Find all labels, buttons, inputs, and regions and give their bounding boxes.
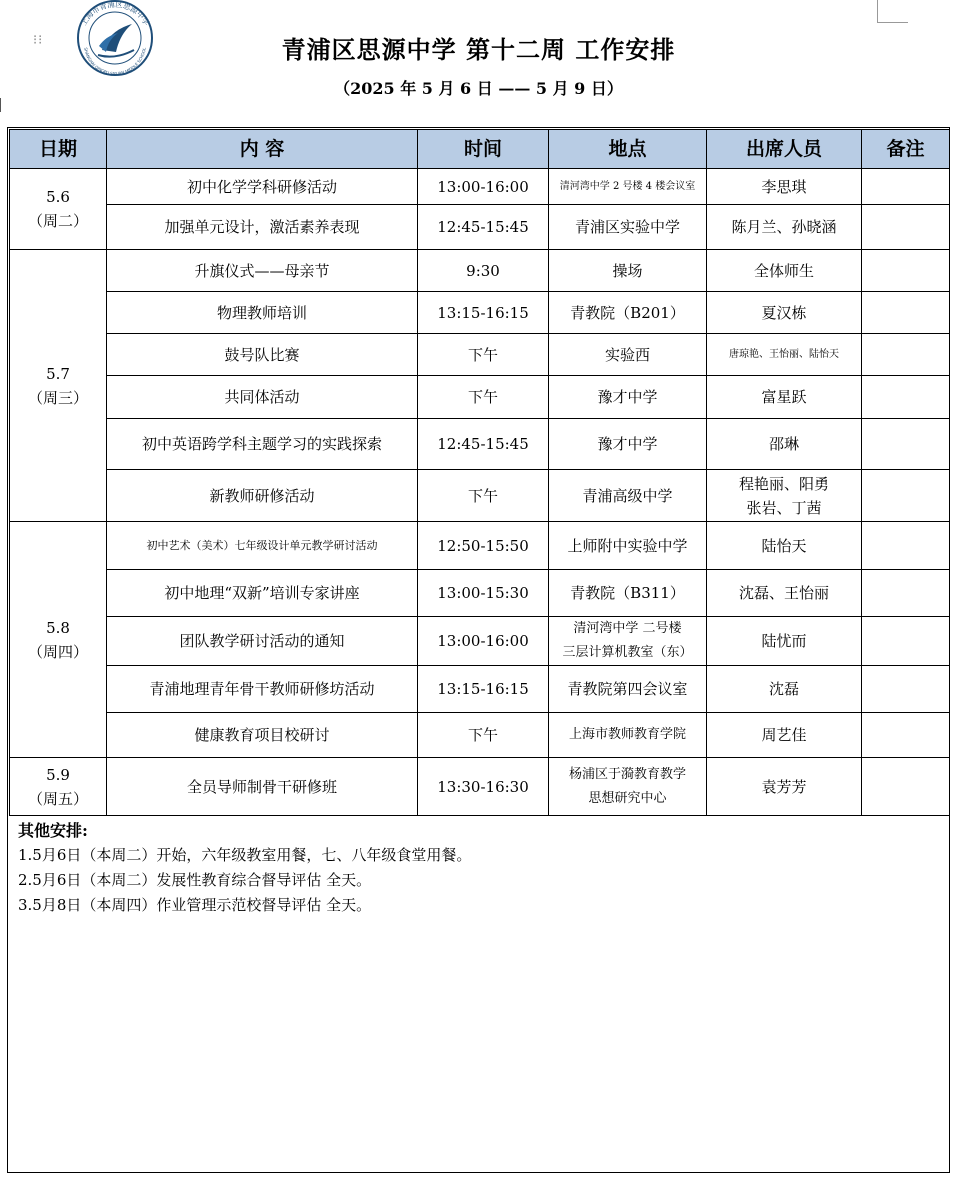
logo-ring-text-en: SHANGHAI QINGPU SIYUAN MIDDLE SCHOOL — [83, 47, 147, 76]
place-line: 思想研究中心 — [588, 790, 667, 806]
content-cell: 初中化学学科研修活动 — [107, 169, 418, 205]
table-row — [10, 570, 950, 617]
place-cell: 豫才中学 — [549, 376, 707, 419]
content-cell: 物理教师培训 — [107, 292, 418, 334]
people-line: 张岩、丁茜 — [746, 498, 822, 517]
place-cell: 青教院第四会议室 — [549, 666, 707, 713]
place-cell: 清河湾中学 2 号楼 4 楼会议室 — [549, 169, 707, 205]
time-cell: 12:45-15:45 — [418, 205, 549, 250]
people-line: 程艳丽、阳勇 — [738, 474, 829, 493]
table-header-row — [10, 130, 950, 169]
note-cell — [862, 470, 950, 522]
note-cell — [862, 376, 950, 419]
content-cell: 初中艺术（美术）七年级设计单元教学研讨活动 — [107, 522, 418, 570]
weekday-value: （周四） — [27, 642, 88, 661]
people-cell: 唐琼艳、王怡丽、陆怡天 — [707, 334, 862, 376]
date-value: 5.7 — [46, 364, 70, 383]
people-cell: 邵琳 — [707, 419, 862, 470]
place-cell: 青教院（B311） — [549, 570, 707, 617]
table-row — [10, 666, 950, 713]
note-cell — [862, 758, 950, 816]
content-cell: 团队教学研讨活动的通知 — [107, 617, 418, 666]
content-cell: 初中英语跨学科主题学习的实践探索 — [107, 419, 418, 470]
content-cell: 青浦地理青年骨干教师研修坊活动 — [107, 666, 418, 713]
note-cell — [862, 419, 950, 470]
table-row — [10, 334, 950, 376]
place-cell: 上师附中实验中学 — [549, 522, 707, 570]
time-cell: 12:45-15:45 — [418, 419, 549, 470]
notes-item: 1.5月6日（本周二）开始，六年级教室用餐，七、八年级食堂用餐。 — [18, 846, 472, 864]
people-cell: 全体师生 — [707, 250, 862, 292]
date-cell — [10, 522, 107, 758]
place-cell: 实验西 — [549, 334, 707, 376]
logo-ring-text: 上海市青浦区思源中学 — [78, 0, 152, 28]
place-line: 清河湾中学 二号楼 — [573, 621, 682, 636]
date-value: 5.6 — [46, 188, 70, 206]
date-value: 5.8 — [46, 618, 70, 637]
people-cell: 沈磊 — [707, 666, 862, 713]
header-attendees: 出席人员 — [707, 130, 862, 169]
header-content: 内 容 — [107, 130, 418, 169]
place-cell: 豫才中学 — [549, 419, 707, 470]
time-cell: 9:30 — [418, 250, 549, 292]
note-cell — [862, 666, 950, 713]
table-row — [10, 169, 950, 205]
table-row — [10, 713, 950, 758]
date-range-subtitle: （2025 年 5 月 6 日 —— 5 月 9 日） — [334, 79, 623, 98]
content-cell: 初中地理“双新”培训专家讲座 — [107, 570, 418, 617]
notes-item: 3.5月8日（本周四）作业管理示范校督导评估 全天。 — [18, 896, 372, 914]
content-cell: 健康教育项目校研讨 — [107, 713, 418, 758]
place-cell — [549, 617, 707, 666]
note-cell — [862, 292, 950, 334]
content-cell: 鼓号队比赛 — [107, 334, 418, 376]
place-cell — [549, 758, 707, 816]
note-cell — [862, 205, 950, 250]
note-cell — [862, 522, 950, 570]
page-title: 青浦区思源中学 第十二周 工作安排 — [281, 35, 676, 64]
table-row — [10, 522, 950, 570]
date-value: 5.9 — [46, 765, 70, 784]
time-cell: 13:30-16:30 — [418, 758, 549, 816]
page-corner-mark — [877, 0, 908, 23]
content-cell: 升旗仪式——母亲节 — [107, 250, 418, 292]
note-cell — [862, 713, 950, 758]
drag-handle-icon[interactable]: ⁝⁝ — [33, 33, 44, 48]
content-cell: 共同体活动 — [107, 376, 418, 419]
header-place: 地点 — [549, 130, 707, 169]
table-row — [10, 617, 950, 666]
table-row — [10, 250, 950, 292]
table-row — [10, 292, 950, 334]
people-cell: 沈磊、王怡丽 — [707, 570, 862, 617]
note-cell — [862, 250, 950, 292]
date-cell — [10, 250, 107, 522]
time-cell: 下午 — [418, 334, 549, 376]
people-cell: 李思琪 — [707, 169, 862, 205]
time-cell: 下午 — [418, 470, 549, 522]
people-cell: 陆怡天 — [707, 522, 862, 570]
table-row — [10, 758, 950, 816]
content-cell: 全员导师制骨干研修班 — [107, 758, 418, 816]
note-cell — [862, 617, 950, 666]
place-cell: 操场 — [549, 250, 707, 292]
people-cell: 富星跃 — [707, 376, 862, 419]
weekday-value: （周三） — [27, 388, 88, 407]
content-cell: 加强单元设计，激活素养表现 — [107, 205, 418, 250]
time-cell: 13:00-15:30 — [418, 570, 549, 617]
time-cell: 13:00-16:00 — [418, 169, 549, 205]
people-cell: 夏汉栋 — [707, 292, 862, 334]
other-arrangements — [18, 818, 938, 918]
place-cell: 青教院（B201） — [549, 292, 707, 334]
people-cell: 陆忧而 — [707, 617, 862, 666]
place-cell: 上海市教师教育学院 — [549, 713, 707, 758]
content-cell: 新教师研修活动 — [107, 470, 418, 522]
people-cell: 袁芳芳 — [707, 758, 862, 816]
people-cell: 陈月兰、孙晓涵 — [707, 205, 862, 250]
table-row — [10, 419, 950, 470]
time-cell: 12:50-15:50 — [418, 522, 549, 570]
weekday-value: （周五） — [27, 789, 88, 808]
place-cell: 青浦高级中学 — [549, 470, 707, 522]
table-row — [10, 205, 950, 250]
note-cell — [862, 169, 950, 205]
notes-item: 2.5月6日（本周二）发展性教育综合督导评估 全天。 — [18, 871, 372, 889]
place-cell: 青浦区实验中学 — [549, 205, 707, 250]
date-cell — [10, 758, 107, 816]
date-cell — [10, 169, 107, 250]
notes-heading: 其他安排: — [18, 821, 88, 840]
header-time: 时间 — [418, 130, 549, 169]
note-cell — [862, 570, 950, 617]
header-notes: 备注 — [862, 130, 950, 169]
people-cell — [707, 470, 862, 522]
time-cell: 下午 — [418, 713, 549, 758]
time-cell: 13:15-16:15 — [418, 292, 549, 334]
margin-marker — [0, 98, 1, 112]
table-row — [10, 376, 950, 419]
time-cell: 下午 — [418, 376, 549, 419]
header-date: 日期 — [10, 130, 107, 169]
weekday-value: （周二） — [27, 212, 88, 230]
place-line: 杨浦区于漪教育教学 — [568, 766, 686, 782]
time-cell: 13:15-16:15 — [418, 666, 549, 713]
people-cell: 周艺佳 — [707, 713, 862, 758]
place-line: 三层计算机教室（东） — [562, 645, 693, 660]
table-row — [10, 470, 950, 522]
time-cell: 13:00-16:00 — [418, 617, 549, 666]
schedule-table — [9, 129, 950, 816]
note-cell — [862, 334, 950, 376]
